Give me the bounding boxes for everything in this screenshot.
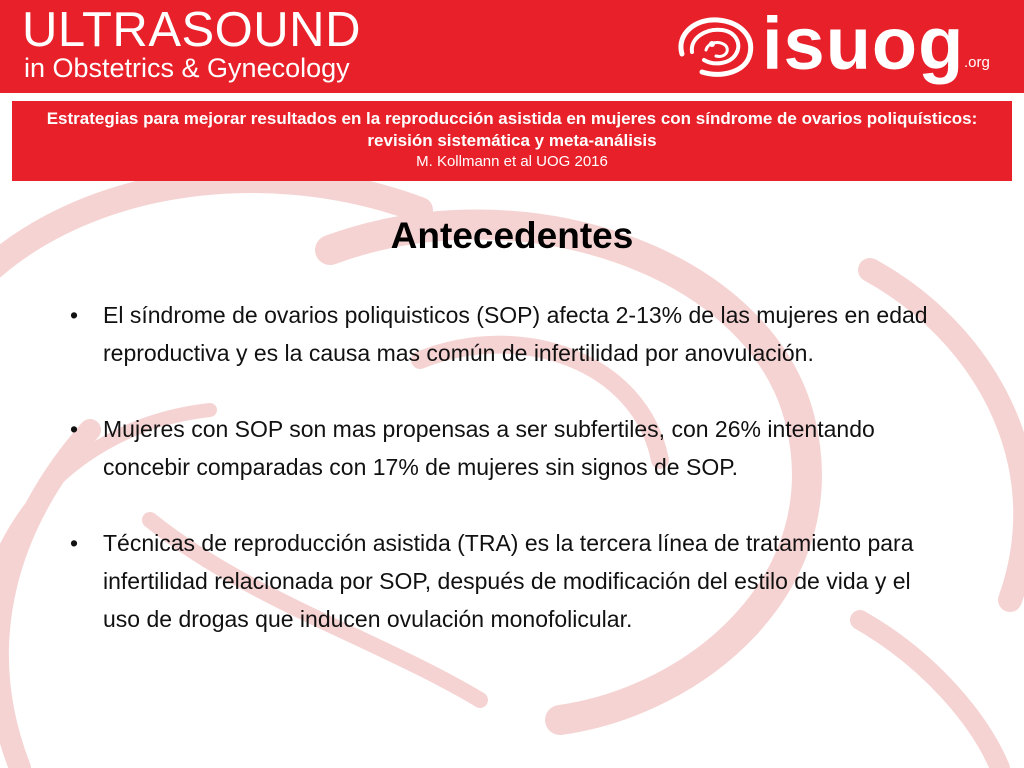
bullet-text: Mujeres con SOP son mas propensas a ser subfertiles, con 26% intentando concebir comparadas con 17% de mujeres sin signos de SOP. [103,416,875,480]
bullet-point-icon: • [70,416,79,442]
article-title: Estrategias para mejorar resultados en la reproducción asistida en mujeres con síndrome de ovarios poliquísticos: revisión sistemática y meta-análisis [46,109,978,150]
article-citation: M. Kollmann et al UOG 2016 [416,153,608,170]
section-heading: Antecedentes [390,215,634,256]
article-title-box [12,101,1012,181]
bullet-point-icon: • [70,530,79,556]
bullet-item [70,296,950,372]
bullet-list [70,296,950,676]
isuog-logo [672,2,1002,85]
bullet-text: Técnicas de reproducción asistida (TRA) es la tercera línea de tratamiento para infertilidad relacionada por SOP, después de modificación del estilo de vida y el uso de drogas que inducen ovulación monofolicular. [103,530,914,632]
bullet-item [70,524,950,638]
isuog-emblem-icon [672,14,758,80]
isuog-logo-suffix: .org [964,54,990,71]
journal-subtitle: in Obstetrics & Gynecology [24,53,350,83]
bullet-item [70,410,950,486]
bullet-text: El síndrome de ovarios poliquisticos (SOP) afecta 2-13% de las mujeres en edad reproductiva y es la causa mas común de infertilidad por anovulación. [103,302,928,366]
isuog-logo-text: isuog [762,2,965,85]
journal-title: ULTRASOUND [22,3,361,57]
journal-header [0,0,1024,93]
bullet-point-icon: • [70,302,79,328]
